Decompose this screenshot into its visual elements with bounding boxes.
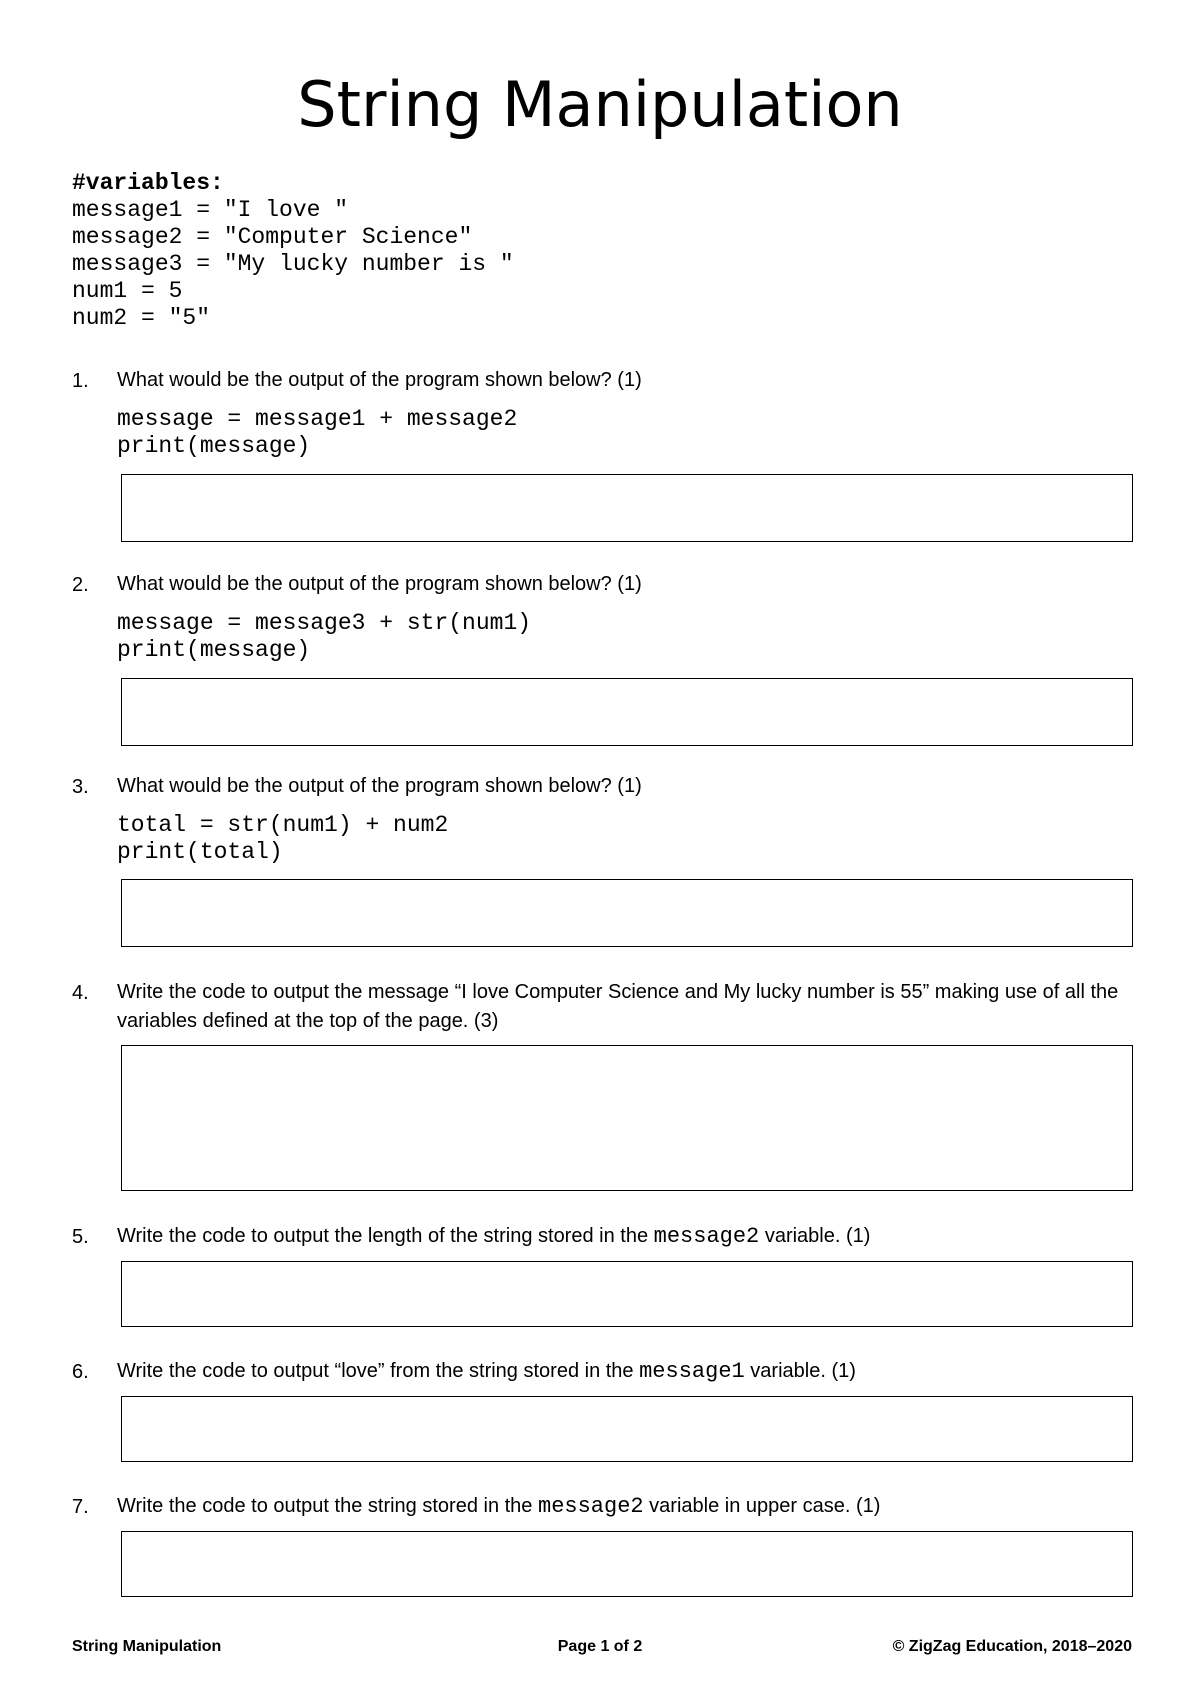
- question-7-answer-box[interactable]: [121, 1531, 1133, 1597]
- question-4-number: 4.: [72, 982, 89, 1004]
- variable-line: num2 = "5": [72, 305, 211, 331]
- question-6-number: 6.: [72, 1361, 89, 1383]
- footer-document-title: String Manipulation: [72, 1638, 222, 1655]
- code-line: message = message1 + message2: [117, 406, 518, 432]
- page-title: String Manipulation: [297, 68, 903, 141]
- question-7-number: 7.: [72, 1496, 89, 1518]
- question-7-text: [117, 1492, 1117, 1521]
- question-4-text: Write the code to output the message “I love Computer Science and My lucky number is 55” making use of all the variables defined at the top of the page. (3): [117, 981, 1119, 1032]
- question-6-answer-box[interactable]: [121, 1396, 1133, 1462]
- variable-line: num1 = 5: [72, 278, 183, 304]
- question-6-text-after: variable. (1): [744, 1360, 856, 1382]
- variables-code-block: [72, 170, 514, 332]
- question-1-number: 1.: [72, 370, 89, 392]
- question-5-number: 5.: [72, 1226, 89, 1248]
- question-2-answer-box[interactable]: [121, 678, 1133, 746]
- question-7-text-before: Write the code to output the string stored in the: [117, 1495, 538, 1517]
- question-2-code: [117, 610, 531, 664]
- variable-line: message2 = "Computer Science": [72, 224, 473, 250]
- code-line: print(total): [117, 839, 283, 865]
- question-6-text-before: Write the code to output “love” from the string stored in the: [117, 1360, 640, 1382]
- question-5-code-word: message2: [653, 1224, 760, 1249]
- question-5-text-before: Write the code to output the length of the string stored in the: [117, 1225, 654, 1247]
- question-1-text: What would be the output of the program shown below? (1): [117, 369, 642, 391]
- question-3-text: What would be the output of the program shown below? (1): [117, 775, 642, 797]
- question-3-answer-box[interactable]: [121, 879, 1133, 947]
- question-7-text-after: variable in upper case. (1): [643, 1495, 881, 1517]
- question-1-code: [117, 406, 517, 460]
- question-5-answer-box[interactable]: [121, 1261, 1133, 1327]
- question-6-code-word: message1: [639, 1359, 745, 1384]
- code-line: message = message3 + str(num1): [117, 610, 532, 636]
- variable-line: message3 = "My lucky number is ": [72, 251, 514, 277]
- question-2-text: What would be the output of the program shown below? (1): [117, 573, 642, 595]
- question-5-text-after: variable. (1): [759, 1225, 871, 1247]
- variable-line: message1 = "I love ": [72, 197, 349, 223]
- question-4-answer-box[interactable]: [121, 1045, 1133, 1191]
- question-3-number: 3.: [72, 776, 89, 798]
- code-line: print(message): [117, 433, 311, 459]
- question-3-code: [117, 812, 448, 866]
- question-5-text: [117, 1222, 1117, 1251]
- code-line: print(message): [117, 637, 311, 663]
- question-7-code-word: message2: [538, 1494, 644, 1519]
- footer-page-number: Page 1 of 2: [557, 1638, 643, 1655]
- question-6-text: [117, 1357, 1117, 1386]
- question-1-answer-box[interactable]: [121, 474, 1133, 542]
- variables-comment: #variables:: [72, 170, 224, 196]
- question-2-number: 2.: [72, 574, 89, 596]
- code-line: total = str(num1) + num2: [117, 812, 449, 838]
- footer-copyright: © ZigZag Education, 2018–2020: [892, 1638, 1132, 1655]
